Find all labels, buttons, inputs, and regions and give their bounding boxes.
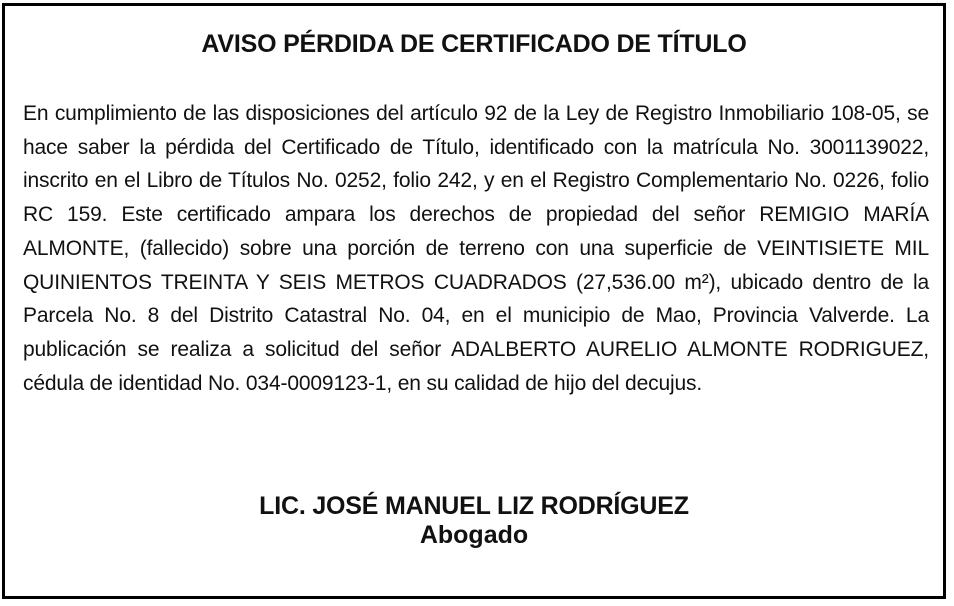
notice-title: AVISO PÉRDIDA DE CERTIFICADO DE TÍTULO [201, 30, 747, 58]
signature-name: LIC. JOSÉ MANUEL LIZ RODRÍGUEZ [259, 492, 689, 520]
notice-border [2, 3, 946, 599]
signature-role: Abogado [419, 521, 529, 549]
signature-block [5, 492, 943, 550]
notice-body: En cumplimiento de las disposiciones del artículo 92 de la Ley de Registro Inmobiliario 108-05, se hace saber la pérdida del Certificado de Título, identificado con la matrícula No. 3001139022, inscrito en el Libro de Títulos No. 0252, folio 242, y en el Registro Complementario No. 0226, folio RC 159. Este certificado ampara los derechos de propiedad del señor REMIGIO MARÍA ALMONTE, (fallecido) sobre una porción de terreno con una superficie de VEINTISIETE MIL QUINIENTOS TREINTA Y SEIS METROS CUADRADOS (27,536.00 m²), ubicado dentro de la Parcela No. 8 del Distrito Catastral No. 04, en el municipio de Mao, Provincia Valverde. La publicación se realiza a solicitud del señor ADALBERTO AURELIO ALMONTE RODRIGUEZ, cédula de identidad No. 034-0009123-1, en su calidad de hijo del decujus. [23, 102, 929, 395]
